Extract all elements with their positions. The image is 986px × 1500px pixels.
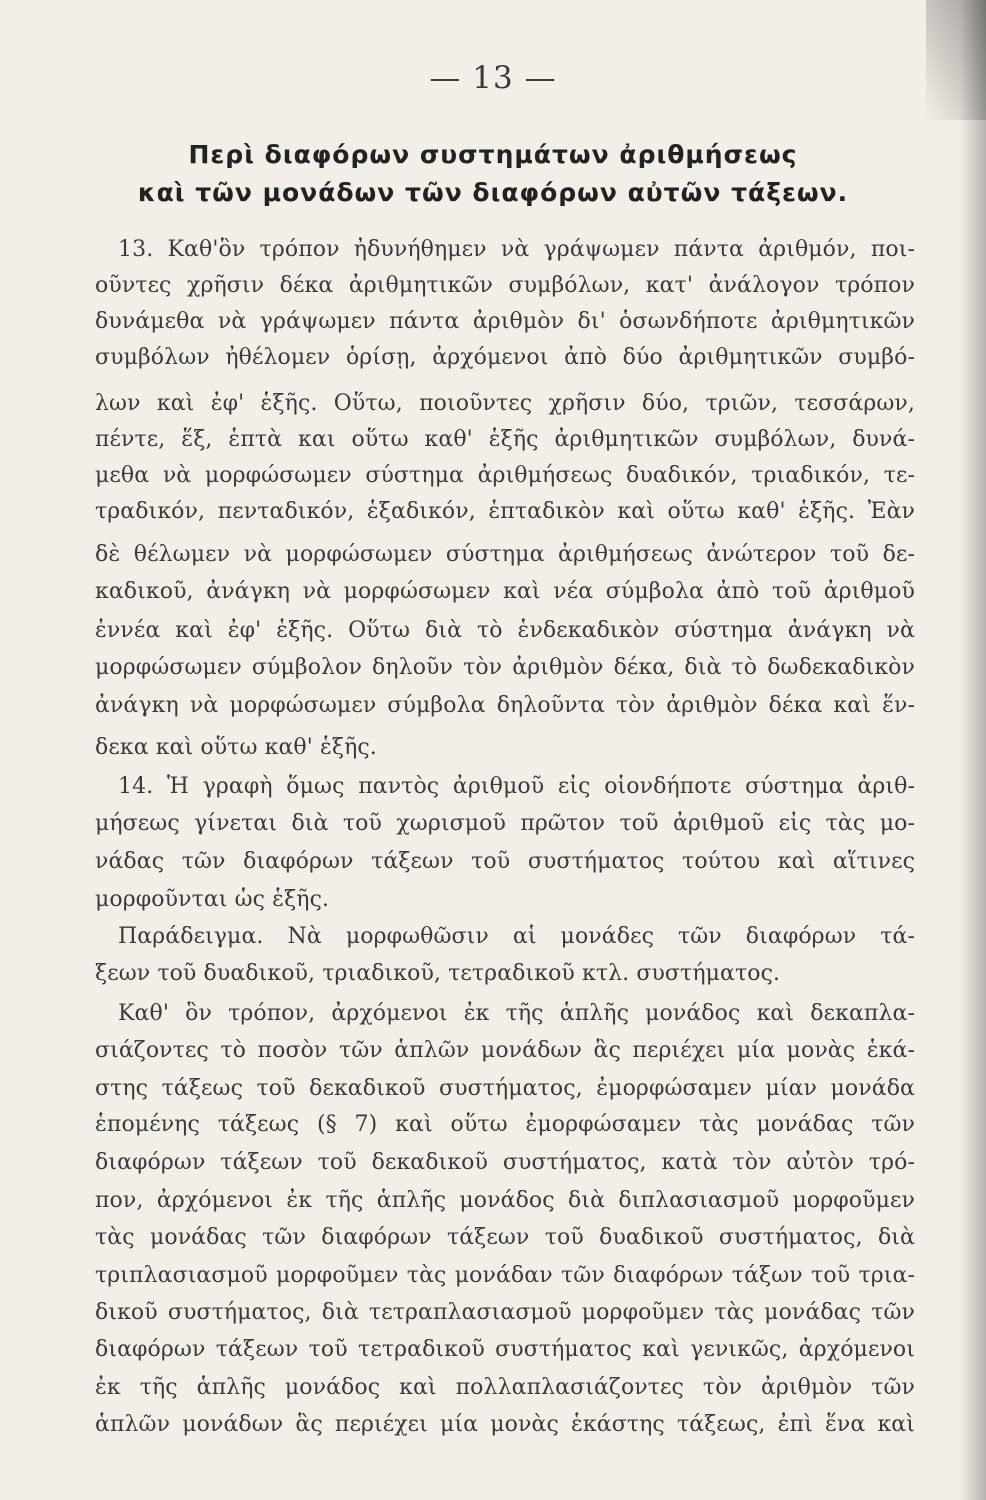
text-line: οῦντες χρῆσιν δέκα ἀριθμητικῶν συμβόλων, κατ' ἀνάλογον τρόπον [95, 273, 915, 298]
text-line: σιάζοντες τὸ ποσὸν τῶν ἁπλῶν μονάδων ἃς περιέχει μία μονὰς ἑκά- [95, 1038, 915, 1063]
text-line: 13. Καθ'ὃν τρόπον ἠδυνήθημεν νὰ γράψωμεν πάντα ἀριθμόν, ποι- [118, 237, 915, 262]
text-line: 14. Ἡ γραφὴ ὅμως παντὸς ἀριθμοῦ εἰς οἱονδήποτε σύστημα ἀριθ- [118, 774, 915, 799]
text-line: πέντε, ἕξ, ἑπτὰ και οὕτω καθ' ἑξῆς ἀριθμητικῶν συμβόλων, δυνά- [95, 427, 915, 452]
text-line: δεκα καὶ οὕτω καθ' ἑξῆς. [95, 735, 377, 760]
text-line: ἐννέα καὶ ἐφ' ἑξῆς. Οὕτω διὰ τὸ ἑνδεκαδικὸν σύστημα ἀνάγκη νὰ [95, 618, 915, 643]
text-line: λων καὶ ἐφ' ἑξῆς. Οὕτω, ποιοῦντες χρῆσιν δύο, τριῶν, τεσσάρων, [95, 391, 915, 416]
text-line: διαφόρων τάξεων τοῦ τετραδικοῦ συστήματος καὶ γενικῶς, ἀρχόμενοι [95, 1337, 915, 1362]
text-line: δικοῦ συστήματος, διὰ τετραπλασιασμοῦ μορφοῦμεν τὰς μονάδας τῶν [95, 1300, 915, 1325]
text-line: Καθ' ὃν τρόπον, ἀρχόμενοι ἐκ τῆς ἁπλῆς μονάδος καὶ δεκαπλα- [118, 1001, 915, 1026]
text-line: ἀνάγκη νὰ μορφώσωμεν σύμβολα δηλοῦντα τὸν ἀριθμὸν δέκα καὶ ἕν- [95, 693, 915, 718]
page-number: — 13 — [429, 60, 557, 96]
section-heading-line-2: καὶ τῶν μονάδων τῶν διαφόρων αὐτῶν τάξεων. [137, 178, 849, 207]
text-line: ἑπομένης τάξεως (§ 7) καὶ οὕτω ἐμορφώσαμεν τὰς μονάδας τῶν [95, 1112, 915, 1137]
text-line: τριπλασιασμοῦ μορφοῦμεν τὰς μονάδαν τῶν διαφόρων τάξων τοῦ τρια- [95, 1263, 915, 1288]
text-line: μορφοῦνται ὡς ἑξῆς. [95, 887, 330, 912]
text-line: τὰς μονάδας τῶν διαφόρων τάξεων τοῦ δυαδικοῦ συστήματος, διὰ [95, 1225, 915, 1250]
text-line: δὲ θέλωμεν νὰ μορφώσωμεν σύστημα ἀριθμήσεως ἀνώτερον τοῦ δε- [95, 542, 915, 567]
text-line: νάδας τῶν διαφόρων τάξεων τοῦ συστήματος τούτου καὶ αἵτινες [95, 849, 915, 874]
text-line: συμβόλων ἠθέλομεν ὁρίσῃ, ἀρχόμενοι ἀπὸ δύο ἀριθμητικῶν συμβό- [95, 345, 915, 370]
text-line: πον, ἀρχόμενοι ἐκ τῆς ἁπλῆς μονάδος διὰ διπλασιασμοῦ μορφοῦμεν [95, 1188, 915, 1213]
text-line: δυνάμεθα νὰ γράψωμεν πάντα ἀριθμὸν δι' ὁσωνδήποτε ἀριθμητικῶν [95, 309, 915, 334]
text-line: τραδικόν, πενταδικόν, ἑξαδικόν, ἑπταδικὸν καὶ οὕτω καθ' ἑξῆς. Ἐὰν [95, 499, 915, 524]
text-line: μορφώσωμεν σύμβολον δηλοῦν τὸν ἀριθμὸν δέκα, διὰ τὸ δωδεκαδικὸν [95, 655, 915, 680]
text-line: μεθα νὰ μορφώσωμεν σύστημα ἀριθμήσεως δυαδικόν, τριαδικόν, τε- [95, 463, 915, 488]
text-line: καδικοῦ, ἀνάγκη νὰ μορφώσωμεν καὶ νέα σύμβολα ἀπὸ τοῦ ἀριθμοῦ [95, 579, 915, 604]
text-line: Παράδειγμα. Νὰ μορφωθῶσιν αἱ μονάδες τῶν διαφόρων τά- [118, 924, 915, 949]
section-heading-line-1: Περὶ διαφόρων συστημάτων ἀριθμήσεως [188, 140, 798, 169]
text-line: στης τάξεως τοῦ δεκαδικοῦ συστήματος, ἐμορφώσαμεν μίαν μονάδα [95, 1076, 915, 1101]
text-line: μήσεως γίνεται διὰ τοῦ χωρισμοῦ πρῶτον τοῦ ἀριθμοῦ εἰς τὰς μο- [95, 811, 915, 836]
text-line: ξεων τοῦ δυαδικοῦ, τριαδικοῦ, τετραδικοῦ κτλ. συστήματος. [95, 961, 781, 986]
text-line: ἐκ τῆς ἁπλῆς μονάδος καὶ πολλαπλασιάζοντες τὸν ἀριθμὸν τῶν [95, 1375, 915, 1400]
text-line: διαφόρων τάξεων τοῦ δεκαδικοῦ συστήματος, κατὰ τὸν αὐτὸν τρό- [95, 1150, 915, 1175]
text-line: ἁπλῶν μονάδων ἃς περιέχει μία μονὰς ἑκάστης τάξεως, ἐπὶ ἕνα καὶ [95, 1412, 915, 1437]
page-edge-shadow [960, 0, 986, 1500]
